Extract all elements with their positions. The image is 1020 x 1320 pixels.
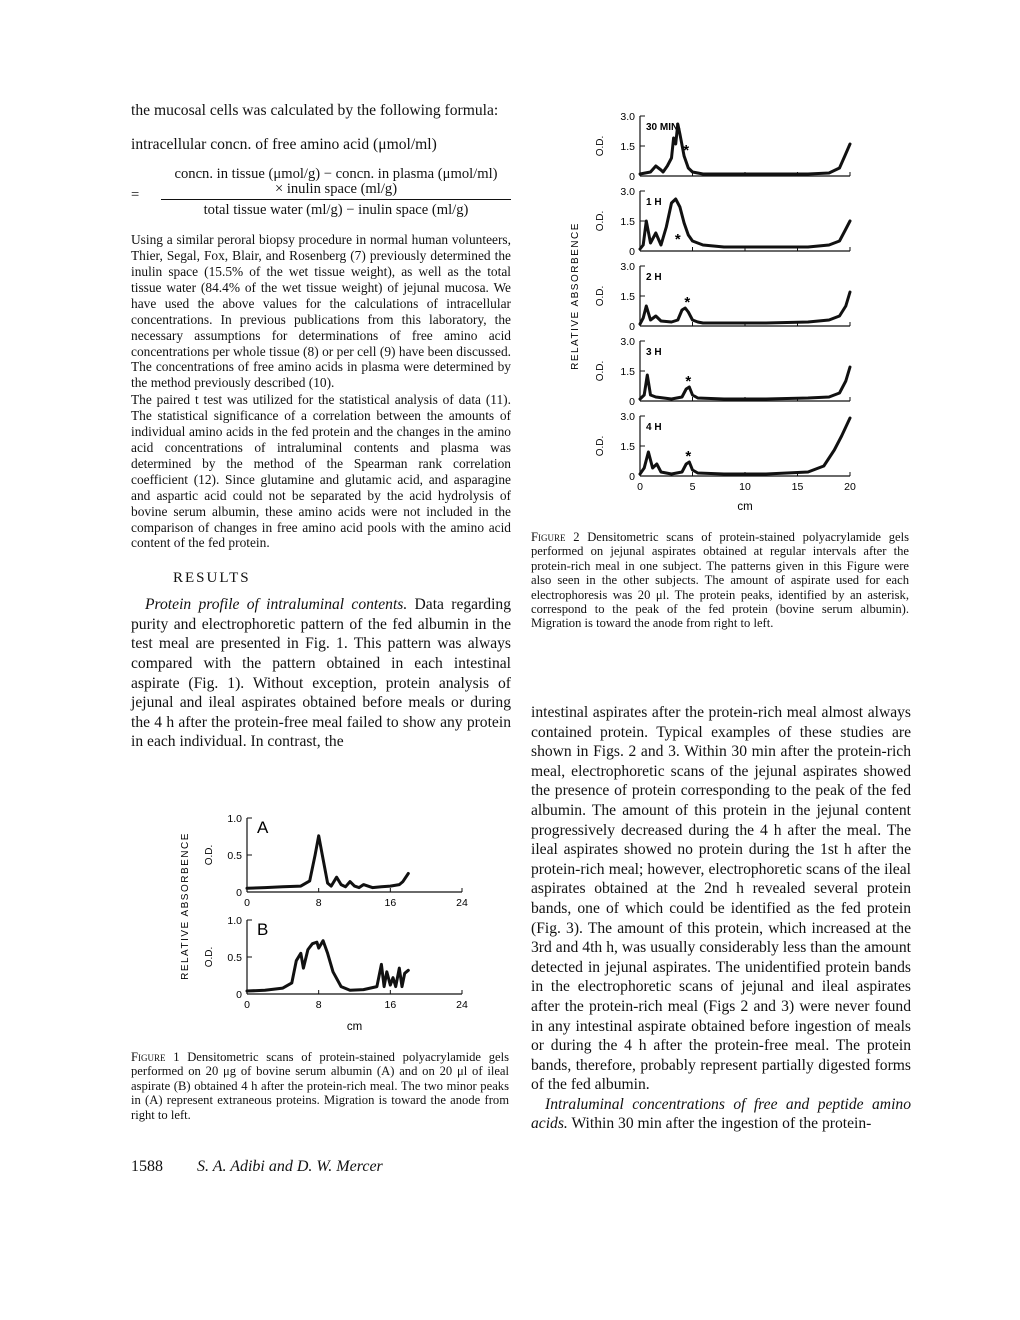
fed-protein-peak-marker: * — [685, 448, 692, 465]
page-number: 1588 — [131, 1158, 163, 1175]
x-tick-label: 0 — [244, 897, 250, 909]
scan-trace — [247, 836, 408, 889]
results-subheading: Protein profile of intraluminal contents. — [145, 596, 408, 614]
panel-od-label: O.D. — [595, 135, 606, 157]
y-tick-label: 3.0 — [620, 411, 635, 423]
fed-protein-peak-marker: * — [683, 142, 690, 159]
left-column — [131, 101, 511, 752]
methods-paragraph-2: The paired t test was utilized for the statistical analysis of data (11). The statistical significance of a correlation between the amounts of individual amino acids in the fed protein and the changes in the amino acid concentrations of intraluminal contents and plasma was determined by the method of the Spearman rank correlation coefficient (12). Since glutamine and glutamic acid, and asparagine and aspartic acid could not be separated by the acid hydrolysis of bovine serum albumin, these amino acids were not included in the comparison of changes in free amino acid pools with the amino acid content of the fed protein. — [131, 392, 511, 551]
y-tick-label: 1.5 — [620, 216, 635, 228]
panel-od-label: O.D. — [204, 946, 215, 968]
right-subheading: Intraluminal concentrations of free and peptide amino acids. — [531, 1095, 911, 1133]
x-tick-label: 5 — [689, 481, 696, 493]
panel-od-label: O.D. — [595, 210, 606, 232]
panel-od-label: O.D. — [204, 844, 215, 866]
right-column — [531, 703, 911, 1134]
formula-intro: the mucosal cells was calculated by the following formula: — [131, 102, 499, 119]
x-tick-label: 20 — [844, 481, 856, 493]
results-text: Data regarding purity and electrophoretic pattern of the fed albumin in the test meal are presented in Fig. 1. This pattern was always compared with the pattern obtained in each intestinal aspirate (Fig. 1). Without exception, protein analysis of jejunal and ileal aspirates obtained before meals or during the 4 h after the protein-free meal failed to show any protein in each individual. In contrast, the — [131, 596, 511, 751]
x-axis-label: cm — [737, 501, 753, 513]
right-paragraph-2 — [531, 1095, 911, 1134]
figure-2-caption — [531, 530, 909, 631]
x-tick-label: 8 — [315, 999, 322, 1011]
figure-2-caption-text: Densitometric scans of protein-stained polyacrylamide gels performed on jejunal aspirates obtained at regular intervals after the protein-rich meal in one subject. The patterns given in this Figure were also seen in the other subjects. The amount of aspirate used for each electrophoresis was 20 μl. The protein peaks, identified by an asterisk, correspond to the peak of the fed protein (bovine serum albumin). Migration is toward the anode from right to left. — [531, 530, 909, 631]
x-tick-label: 8 — [315, 897, 322, 909]
panel-label: 4 H — [646, 422, 662, 433]
fed-protein-peak-marker: * — [674, 231, 681, 248]
y-tick-label: 0.5 — [227, 952, 242, 964]
x-tick-label: 24 — [456, 897, 468, 909]
y-tick-label: 0 — [629, 246, 635, 258]
figure-1-caption — [131, 1050, 509, 1122]
scan-trace — [640, 199, 850, 249]
x-tick-label: 24 — [456, 999, 468, 1011]
scan-trace — [640, 367, 850, 399]
results-heading: RESULTS — [173, 570, 251, 587]
panel-od-label: O.D. — [595, 360, 606, 382]
y-tick-label: 1.0 — [227, 813, 242, 825]
formula-numerator-1: concn. in tissue (μmol/g) − concn. in plasma (μmol/ml) — [174, 166, 498, 183]
x-tick-label: 15 — [791, 481, 804, 493]
figure-1-chart — [160, 800, 490, 1045]
x-axis-label: cm — [346, 1021, 363, 1033]
scan-trace — [640, 418, 850, 474]
y-tick-label: 3.0 — [620, 111, 635, 123]
running-authors: S. A. Adibi and D. W. Mercer — [197, 1158, 383, 1175]
x-tick-label: 10 — [739, 481, 751, 493]
formula-lhs: intracellular concn. of free amino acid (μmol/ml) — [131, 135, 437, 153]
fed-protein-peak-marker: * — [684, 294, 691, 311]
y-tick-label: 0 — [629, 396, 635, 408]
formula-numerator-2: × inulin space (ml/g) — [274, 181, 398, 198]
x-tick-label: 0 — [637, 481, 643, 493]
y-axis-label: RELATIVE ABSORBENCE — [180, 832, 191, 980]
scan-trace — [640, 292, 850, 324]
y-axis-label: RELATIVE ABSORBENCE — [570, 222, 581, 370]
figure-1-label: Figure 1 — [131, 1050, 180, 1064]
x-tick-label: 16 — [384, 897, 397, 909]
panel-label: B — [257, 920, 269, 939]
fed-protein-peak-marker: * — [685, 373, 692, 390]
results-paragraph — [131, 595, 511, 752]
panel-label: 30 MIN. — [646, 122, 682, 133]
y-tick-label: 1.0 — [227, 915, 242, 927]
methods-paragraph-1: Using a similar peroral biopsy procedure in normal human volunteers, Thier, Segal, Fox, Blair, and Rosenberg (7) previously determined the inulin space (15.5% of the wet tissue weight), as well as the total tissue water (84.4% of the wet tissue weight) of jejunal mucosa. We have used the above values for the calculations of intracellular concentrations. In previous publications from this laboratory, the necessary assumptions for determinations of free amino acid concentrations per whole tissue (8) or per cell (9) have been discussed. The concentrations of free amino acids in plasma were determined by the method previously described (10). — [131, 232, 511, 391]
panel-label: A — [257, 818, 269, 837]
y-tick-label: 3.0 — [620, 186, 635, 198]
right-paragraph-2-text: Within 30 min after the ingestion of the protein- — [567, 1115, 872, 1133]
figure-2-chart — [560, 108, 880, 523]
panel-label: 2 H — [646, 272, 662, 283]
y-tick-label: 3.0 — [620, 261, 635, 273]
y-tick-label: 0 — [236, 887, 242, 899]
formula-denominator: total tissue water (ml/g) − inulin space (ml/g) — [203, 202, 469, 219]
y-tick-label: 3.0 — [620, 336, 635, 348]
panel-label: 1 H — [646, 197, 662, 208]
x-tick-label: 16 — [384, 999, 397, 1011]
fraction-bar — [161, 199, 511, 200]
panel-label: 3 H — [646, 347, 662, 358]
y-tick-label: 0 — [629, 171, 635, 183]
figure-2-label: Figure 2 — [531, 530, 580, 544]
figure-1-caption-text: Densitometric scans of protein-stained polyacrylamide gels performed on 20 μg of bovine serum albumin (A) and on 20 μl of ileal aspirate (B) obtained 4 h after the protein-rich meal. The two minor peaks in (A) represent extraneous proteins. Migration is toward the anode from right to left. — [131, 1050, 509, 1122]
y-tick-label: 0 — [236, 989, 242, 1001]
page-footer — [131, 1158, 383, 1176]
y-tick-label: 1.5 — [620, 366, 635, 378]
y-tick-label: 1.5 — [620, 141, 635, 153]
right-paragraph-1: intestinal aspirates after the protein-rich meal almost always contained protein. Typical examples of these studies are shown in Figs. 2 and 3. Within 30 min after the protein-rich meal, electrophoretic scans of the jejunal aspirates showed the presence of protein corresponding to the peak of the fed albumin. The amount of this protein in the jejunal content progressively decreased during the 4 h after the meal. The ileal aspirates showed no protein during the 1st h after the protein-rich meal; however, electrophoretic scans of the ileal aspirates obtained at the 2nd h revealed several protein bands, one of which could be identified as the fed protein (Fig. 3). The amount of this protein, which increased at the 3rd and 4th h, was usually considerably less than the amount detected in jejunal aspirates. The unidentified protein bands in the electrophoretic scans of jejunal and ileal aspirates after the protein-rich meal (Figs 2 and 3) were never found in any intestinal aspirate obtained before ingestion of meals or during the 4 h after the protein-free meal. The protein bands, therefore, probably represent partially digested forms of the fed albumin. — [531, 704, 911, 1094]
x-tick-label: 0 — [244, 999, 250, 1011]
scan-trace — [247, 941, 408, 991]
y-tick-label: 0 — [629, 321, 635, 333]
y-tick-label: 1.5 — [620, 291, 635, 303]
formula-fraction — [131, 166, 511, 224]
y-tick-label: 1.5 — [620, 441, 635, 453]
panel-od-label: O.D. — [595, 435, 606, 457]
y-tick-label: 0.5 — [227, 850, 242, 862]
y-tick-label: 0 — [629, 471, 635, 483]
panel-od-label: O.D. — [595, 285, 606, 307]
formula-equals: = — [131, 187, 140, 204]
